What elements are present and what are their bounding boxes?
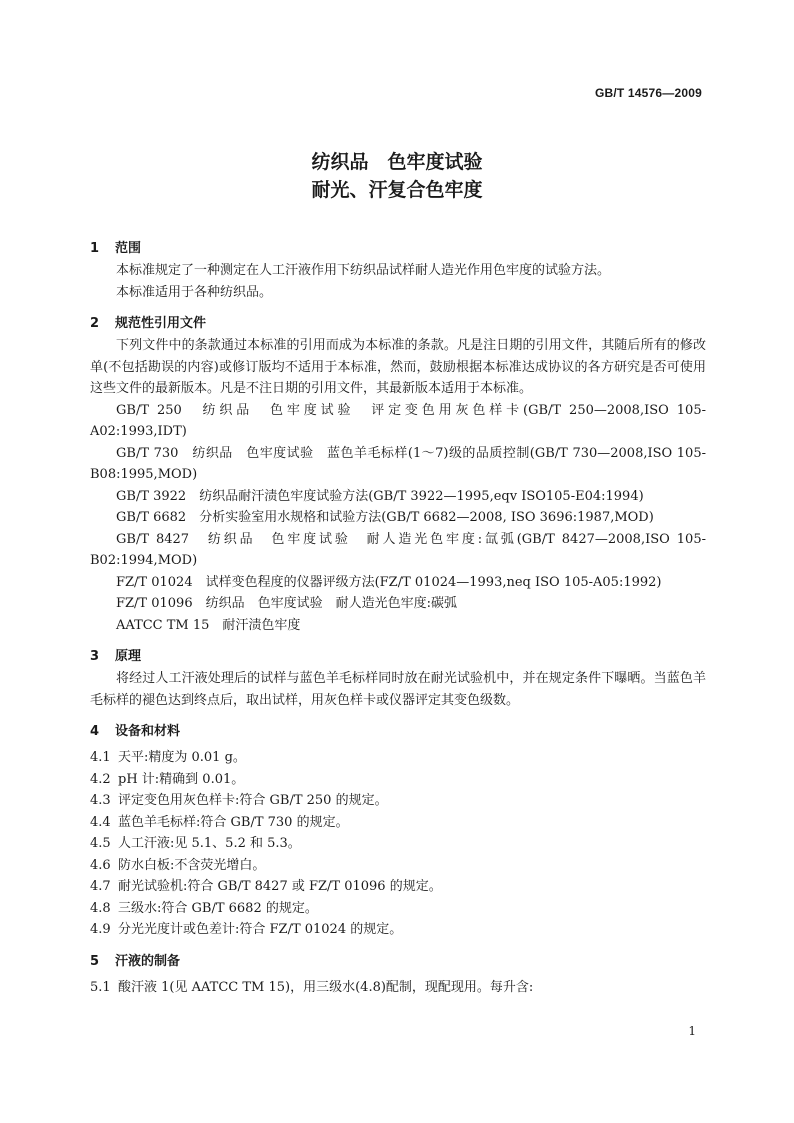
- list-item: 5.1 酸汗液 1(见 AATCC TM 15)，用三级水(4.8)配制，现配现用。每升含:: [90, 979, 534, 995]
- title-line-1: 纺织品 色牢度试验: [311, 151, 483, 173]
- title-line-2: 耐光、汗复合色牢度: [311, 179, 483, 201]
- reference-item: GB/T 3922 纺织品耐汗渍色牢度试验方法(GB/T 3922—1995,eqv ISO105-E04:1994): [116, 488, 644, 504]
- list-item: 4.9 分光光度计或色差计:符合 FZ/T 01024 的规定。: [90, 922, 403, 937]
- list-item: 4.6 防水白板:不含荧光增白。: [90, 857, 266, 873]
- list-item: 4.4 蓝色羊毛标样:符合 GB/T 730 的规定。: [90, 814, 349, 830]
- document-body: [90, 238, 706, 998]
- paragraph: 本标准适用于各种纺织品。: [116, 284, 273, 300]
- paragraph: 将经过人工汗液处理后的试样与蓝色羊毛标样同时放在耐光试验机中，并在规定条件下曝晒。当蓝色羊毛标样的褪色达到终点后，取出试样，用灰色样卡或仪器评定其变色级数。: [90, 671, 706, 708]
- paragraph: 下列文件中的条款通过本标准的引用而成为本标准的条款。凡是注日期的引用文件，其随后所有的修改单(不包括勘误的内容)或修订版均不适用于本标准，然而，鼓励根据本标准达成协议的各方研究是否可使用这些文件的最新版本。凡是不注日期的引用文件，其最新版本适用于本标准。: [90, 338, 706, 396]
- reference-item: FZ/T 01024 试样变色程度的仪器评级方法(FZ/T 01024—1993,neq ISO 105-A05:1992): [116, 574, 662, 590]
- section-heading-normative-references: 2 规范性引用文件: [90, 316, 207, 331]
- reference-item: AATCC TM 15 耐汗渍色牢度: [116, 617, 301, 633]
- paragraph: 本标准规定了一种测定在人工汗液作用下纺织品试样耐人造光作用色牢度的试验方法。: [116, 263, 611, 278]
- section-heading-scope: 1 范围: [90, 241, 142, 256]
- section-heading-perspiration-preparation: 5 汗液的制备: [90, 953, 181, 969]
- reference-item: GB/T 730 纺织品 色牢度试验 蓝色羊毛标样(1～7)级的品质控制(GB/T 730—2008,ISO 105-B08:1995,MOD): [90, 445, 706, 482]
- list-item: 4.3 评定变色用灰色样卡:符合 GB/T 250 的规定。: [90, 793, 388, 808]
- page-number: 1: [688, 1024, 696, 1038]
- reference-item: GB/T 6682 分析实验室用水规格和试验方法(GB/T 6682—2008, ISO 3696:1987,MOD): [116, 510, 654, 525]
- list-item: 4.2 pH 计:精确到 0.01。: [90, 771, 245, 787]
- list-item: 4.1 天平:精度为 0.01 g。: [90, 750, 246, 765]
- reference-item: FZ/T 01096 纺织品 色牢度试验 耐人造光色牢度:碳弧: [116, 596, 457, 611]
- list-item: 4.7 耐光试验机:符合 GB/T 8427 或 FZ/T 01096 的规定。: [90, 879, 442, 894]
- section-heading-principle: 3 原理: [90, 649, 142, 664]
- document-title: [0, 148, 794, 204]
- reference-item: GB/T 8427 纺织品 色牢度试验 耐人造光色牢度:氙弧(GB/T 8427—2008,ISO 105-B02:1994,MOD): [90, 531, 706, 568]
- list-item: 4.5 人工汗液:见 5.1、5.2 和 5.3。: [90, 836, 301, 851]
- reference-item: GB/T 250 纺织品 色牢度试验 评定变色用灰色样卡(GB/T 250—2008,ISO 105-A02:1993,IDT): [90, 402, 706, 439]
- standard-code: GB/T 14576—2009: [594, 86, 702, 100]
- list-item: 4.8 三级水:符合 GB/T 6682 的规定。: [90, 900, 318, 916]
- section-heading-equipment: 4 设备和材料: [90, 724, 181, 739]
